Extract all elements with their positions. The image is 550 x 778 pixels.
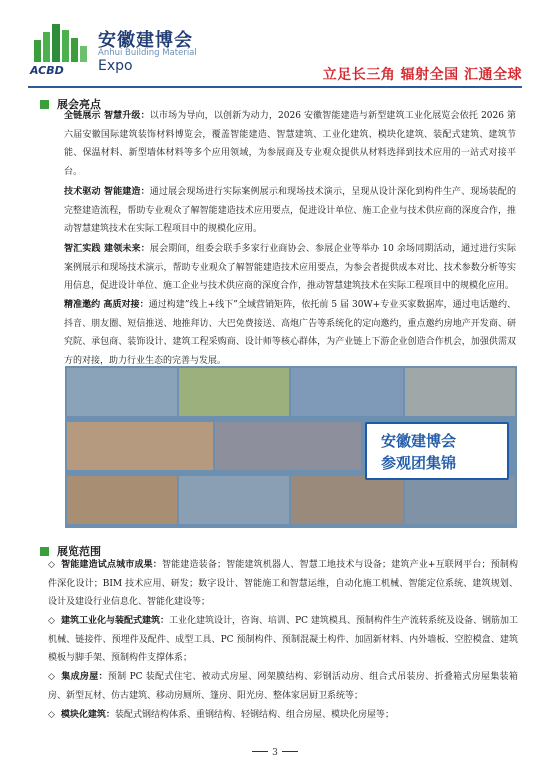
acbd-logo xyxy=(30,18,200,78)
group-photo xyxy=(67,476,177,524)
banner-title-line-2: 参观团集锦 xyxy=(381,454,457,472)
paragraph-lead: 技术驱动 智能建造： xyxy=(64,187,150,197)
group-photo xyxy=(405,368,515,416)
group-photo xyxy=(179,476,289,524)
logo-acbd-text: ACBD xyxy=(30,64,64,77)
paragraph-lead: 智汇实践 建领未来： xyxy=(64,244,150,254)
diamond-bullet-icon: ◇ xyxy=(48,710,55,720)
highlight-paragraph-4 xyxy=(64,296,516,370)
green-square-icon xyxy=(40,547,49,556)
highlight-paragraph-3 xyxy=(64,240,516,296)
group-photo xyxy=(67,422,213,470)
banner-title-line-1: 安徽建博会 xyxy=(381,432,457,450)
scope-body: 装配式钢结构体系、重钢结构、轻钢结构、组合房屋、模块化房屋等； xyxy=(114,710,394,720)
photo-row-1 xyxy=(65,366,517,418)
header-slogan: 立足长三角 辐射全国 汇通全球 xyxy=(322,67,522,83)
page-number-footer xyxy=(0,748,550,758)
group-photo xyxy=(67,368,177,416)
scope-item-2 xyxy=(48,612,518,668)
footer-dash xyxy=(252,751,268,752)
footer-dash xyxy=(282,751,298,752)
group-photo xyxy=(405,476,515,524)
diamond-bullet-icon: ◇ xyxy=(48,672,56,682)
green-square-icon xyxy=(40,100,49,109)
scope-body: 工业化建筑设计，咨询、培训、PC 建筑模具、预制构件生产流转系统及设备、钢筋加工机械、链接件、预埋件及配件、成型工具、PC 预制构件、预制混凝土构件、加固新材料、内外墙板、空腔模盒、建筑模板与脚手架、预制构件支撑体系； xyxy=(48,616,518,664)
paragraph-lead: 精准邀约 高质对接： xyxy=(64,300,149,310)
paragraph-body: 以市场为导向，以创新为动力，2026 安徽智能建造与新型建筑工业化展览会依托 2026 第六届安徽国际建筑装饰材料博览会，覆盖智能建造、智慧建筑、工业化建筑、模块化建筑、装配式建筑、建筑节能、保温材料、新型墙体材料等多个应用领域，为参展商及专业观众提供从材料选择到技术应用的一站式对接平台。 xyxy=(64,111,516,177)
building-logo-icon xyxy=(30,18,94,66)
header-divider xyxy=(28,86,522,88)
paragraph-body: 通过展会现场进行实际案例展示和现场技术演示，呈现从设计深化到构件生产、现场装配的完整建造流程，帮助专业观众了解智能建造技术应用要点，促进设计单位、施工企业与技术供应商的深度合作，推动智慧建筑技术在实际工程项目中的规模化应用。 xyxy=(64,187,516,234)
diamond-bullet-icon: ◇ xyxy=(48,560,56,570)
scope-item-4 xyxy=(48,706,518,725)
scope-body: 智能建造装备；智能建筑机器人、智慧工地技术与设备；建筑产业+互联网平台；预制构件深化设计；BIM 技术应用、研发；数字设计、智能施工和智慧运维，自动化施工机械、智能定位系统、建筑规划、设计及建设行业信息化、智能化建设等； xyxy=(48,560,518,608)
group-photo xyxy=(179,368,289,416)
visitor-group-photo-banner xyxy=(65,366,517,528)
highlight-paragraph-2 xyxy=(64,183,516,239)
scope-title: 展览范围 xyxy=(57,545,101,558)
scope-lead: 集成房屋： xyxy=(61,672,108,682)
paragraph-lead: 全链展示 智慧升级： xyxy=(64,111,150,121)
group-photo xyxy=(291,476,403,524)
banner-title-badge xyxy=(365,422,509,480)
group-photo xyxy=(215,422,361,470)
scope-lead: 模块化建筑： xyxy=(60,710,115,720)
scope-lead: 建筑工业化与装配式建筑： xyxy=(60,616,169,626)
scope-lead: 智能建造试点城市成果： xyxy=(61,560,162,570)
scope-item-3 xyxy=(48,668,518,705)
diamond-bullet-icon: ◇ xyxy=(48,616,55,626)
page-header xyxy=(0,0,550,90)
logo-expo-word: Expo xyxy=(98,58,133,74)
highlights-title: 展会亮点 xyxy=(57,98,101,111)
photo-row-3 xyxy=(65,474,517,526)
paragraph-body: 通过构建”线上+线下”全域营销矩阵，依托前 5 届 30W+专业买家数据库，通过电话邀约、抖音、朋友圈、短信推送、地推拜访、大巴免费接送、高炮广告等系统化的定向邀约，重点邀约房地产开发商、研究院、承包商、装饰设计、建筑工程采购商、设计师等核心群体，为产业链上下游企业创造合作机会，加强供需双方的对接，助力行业生态的完善与发展。 xyxy=(64,300,516,366)
group-photo xyxy=(291,368,403,416)
scope-body: 预制 PC 装配式住宅、被动式房屋、网架膜结构、彩钢活动房、组合式吊装房、折叠箱式房屋集装箱房、新型瓦材、仿古建筑、移动房厕所、篷房、阳光房、整体家居厨卫系统等； xyxy=(48,672,519,701)
page-number: 3 xyxy=(272,748,278,758)
highlight-paragraph-1 xyxy=(64,107,516,181)
scope-item-1 xyxy=(48,556,518,612)
logo-chinese-name: 安徽建博会 xyxy=(98,30,193,51)
logo-english-name: Anhui Building Material xyxy=(98,48,197,58)
paragraph-body: 展会期间，组委会联手多家行业商协会、参展企业等举办 10 余场同期活动，通过进行实际案例展示和现场技术演示，帮助专业观众了解智能建造技术应用要点，为参会者提供成本对比、技术参数分析等实用信息，促进设计单位、施工企业与技术供应商的深度合作，推动智慧建筑技术在实际工程项目中的规模化应用。 xyxy=(64,244,516,291)
